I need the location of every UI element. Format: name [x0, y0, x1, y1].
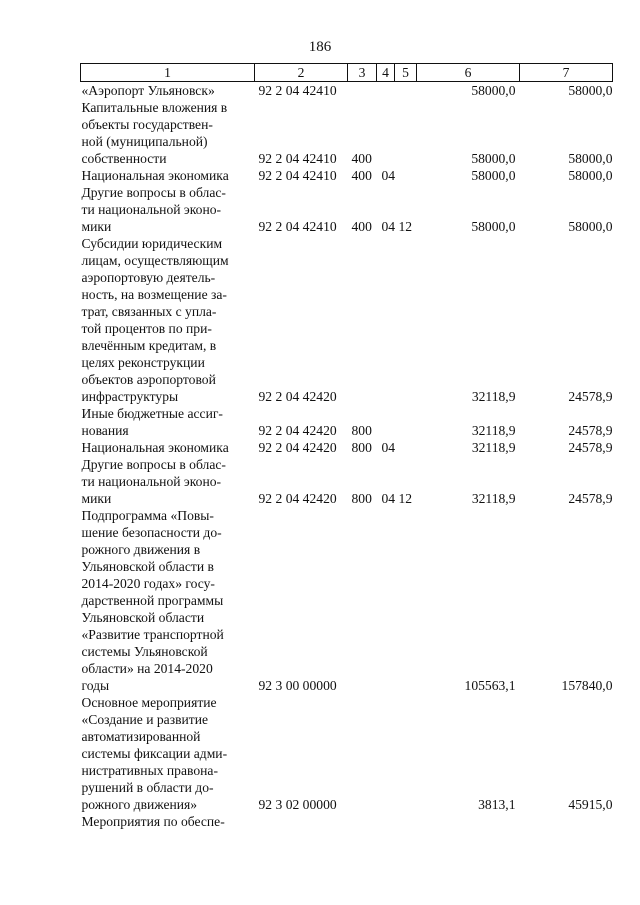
row-name-line: «Создание и развитие	[81, 712, 209, 727]
row-amount-7: 45915,0	[568, 797, 613, 812]
row-name-line: инфраструктуры	[81, 389, 179, 404]
row-name-line: Ульяновской области в	[81, 559, 214, 574]
table-header-row	[81, 64, 613, 82]
row-name-line: дарственной программы	[81, 593, 224, 608]
table-row	[81, 99, 613, 167]
row-section: 04	[381, 440, 396, 455]
row-name-line: целях реконструкции	[81, 355, 205, 370]
table-row	[81, 405, 613, 439]
row-name-line: Другие вопросы в облас-	[81, 185, 226, 200]
table-row	[81, 184, 613, 235]
row-section: 04	[381, 491, 396, 506]
row-code: 92 3 00 00000	[258, 678, 337, 693]
row-section	[377, 694, 395, 813]
row-amount-7: 24578,9	[568, 423, 613, 438]
row-expense-type: 800	[351, 440, 372, 455]
row-code: 92 2 04 42420	[258, 491, 337, 506]
row-name-line: влечённым кредитам, в	[81, 338, 217, 353]
row-section: 04	[381, 219, 396, 234]
table-row	[81, 507, 613, 694]
row-name-line: «Аэропорт Ульяновск»	[81, 83, 215, 98]
row-section	[377, 405, 395, 439]
row-amount-6: 105563,1	[464, 678, 516, 693]
row-name	[81, 82, 255, 100]
budget-table	[80, 63, 613, 830]
row-name-line: ной (муниципальной)	[81, 134, 208, 149]
row-name	[81, 235, 255, 405]
row-amount-6: 32118,9	[471, 440, 516, 455]
row-name-line: «Развитие транспортной	[81, 627, 224, 642]
row-code: 92 2 04 42410	[258, 151, 337, 166]
row-section	[377, 99, 395, 167]
table-row	[81, 456, 613, 507]
row-code: 92 2 04 42420	[258, 440, 337, 455]
row-amount-7: 58000,0	[568, 151, 613, 166]
row-subsection	[395, 82, 417, 100]
row-name-line: области» на 2014-2020	[81, 661, 213, 676]
row-amount-7: 24578,9	[568, 440, 613, 455]
row-name	[81, 184, 255, 235]
row-name-line: объекты государствен-	[81, 117, 213, 132]
row-amount-6: 58000,0	[471, 168, 516, 183]
column-header-3: 3	[348, 64, 377, 82]
row-name-line: Субсидии юридическим	[81, 236, 223, 251]
row-name-line: системы Ульяновской	[81, 644, 208, 659]
row-section: 04	[381, 168, 396, 183]
row-amount-6: 32118,9	[471, 491, 516, 506]
row-name-line: рожного движения в	[81, 542, 201, 557]
row-amount-6: 32118,9	[471, 389, 516, 404]
table-row	[81, 167, 613, 184]
row-amount-6: 3813,1	[478, 797, 516, 812]
row-name-line: ти национальной эконо-	[81, 202, 222, 217]
row-name	[81, 507, 255, 694]
row-amount-6: 58000,0	[471, 83, 516, 98]
row-name-line: Основное мероприятие	[81, 695, 217, 710]
row-subsection	[395, 405, 417, 439]
row-expense-type	[348, 507, 377, 694]
row-expense-type: 400	[351, 219, 372, 234]
row-amount-7: 58000,0	[568, 83, 613, 98]
row-name-line: Мероприятия по обеспе-	[81, 814, 225, 829]
row-expense-type: 800	[351, 423, 372, 438]
column-header-6: 6	[417, 64, 520, 82]
row-expense-type	[348, 82, 377, 100]
row-name-line: шение безопасности до-	[81, 525, 222, 540]
row-subsection	[395, 813, 417, 830]
row-expense-type	[348, 694, 377, 813]
row-code: 92 3 02 00000	[258, 797, 337, 812]
row-name	[81, 99, 255, 167]
column-header-2: 2	[255, 64, 348, 82]
row-subsection: 12	[398, 491, 413, 506]
row-name-line: мики	[81, 491, 112, 506]
row-name-line: собственности	[81, 151, 167, 166]
table-body	[81, 82, 613, 831]
row-code: 92 2 04 42410	[258, 219, 337, 234]
table-row	[81, 813, 613, 830]
row-name-line: Капитальные вложения в	[81, 100, 228, 115]
row-name-line: объектов аэропортовой	[81, 372, 216, 387]
table-row	[81, 439, 613, 456]
row-amount-7: 58000,0	[568, 168, 613, 183]
row-name-line: системы фиксации адми-	[81, 746, 228, 761]
row-name-line: рушений в области до-	[81, 780, 214, 795]
row-section	[377, 82, 395, 100]
column-header-5: 5	[395, 64, 417, 82]
row-code	[255, 813, 348, 830]
row-name	[81, 439, 255, 456]
row-amount-7: 24578,9	[568, 389, 613, 404]
row-name-line: нистративных правона-	[81, 763, 218, 778]
row-expense-type	[348, 235, 377, 405]
row-amount-6	[417, 813, 520, 830]
row-name-line: мики	[81, 219, 112, 234]
row-subsection	[395, 167, 417, 184]
row-section	[377, 235, 395, 405]
row-name	[81, 456, 255, 507]
column-header-7: 7	[520, 64, 613, 82]
row-amount-6: 32118,9	[471, 423, 516, 438]
row-expense-type: 400	[351, 151, 372, 166]
row-name-line: ти национальной эконо-	[81, 474, 222, 489]
row-code: 92 2 04 42410	[258, 168, 337, 183]
row-amount-7: 58000,0	[568, 219, 613, 234]
row-subsection	[395, 99, 417, 167]
row-name-line: лицам, осуществляющим	[81, 253, 229, 268]
column-header-4: 4	[377, 64, 395, 82]
row-name-line: Ульяновской области	[81, 610, 205, 625]
row-code: 92 2 04 42410	[258, 83, 337, 98]
row-name-line: Национальная экономика	[81, 168, 229, 183]
row-name	[81, 813, 255, 830]
row-name-line: автоматизированной	[81, 729, 201, 744]
row-name-line: рожного движения»	[81, 797, 198, 812]
column-header-1: 1	[81, 64, 255, 82]
row-name-line: трат, связанных с упла-	[81, 304, 217, 319]
row-name-line: 2014-2020 годах» госу-	[81, 576, 215, 591]
row-name	[81, 694, 255, 813]
row-code: 92 2 04 42420	[258, 423, 337, 438]
row-amount-7	[520, 813, 613, 830]
row-amount-7: 24578,9	[568, 491, 613, 506]
row-name-line: годы	[81, 678, 110, 693]
row-subsection	[395, 439, 417, 456]
page-number: 186	[308, 39, 332, 55]
table-row	[81, 694, 613, 813]
row-name-line: ность, на возмещение за-	[81, 287, 227, 302]
table-row	[81, 235, 613, 405]
row-subsection	[395, 694, 417, 813]
row-expense-type	[348, 813, 377, 830]
row-name-line: Иные бюджетные ассиг-	[81, 406, 223, 421]
row-expense-type: 400	[351, 168, 372, 183]
row-name-line: аэропортовую деятель-	[81, 270, 216, 285]
row-name-line: Другие вопросы в облас-	[81, 457, 226, 472]
row-section	[377, 507, 395, 694]
row-section	[377, 813, 395, 830]
row-subsection	[395, 507, 417, 694]
row-name	[81, 167, 255, 184]
row-amount-6: 58000,0	[471, 219, 516, 234]
row-name-line: Национальная экономика	[81, 440, 229, 455]
row-name-line: Подпрограмма «Повы-	[81, 508, 214, 523]
row-subsection: 12	[398, 219, 413, 234]
row-name-line: нования	[81, 423, 129, 438]
row-expense-type: 800	[351, 491, 372, 506]
row-code: 92 2 04 42420	[258, 389, 337, 404]
row-name-line: той процентов по при-	[81, 321, 212, 336]
row-amount-7: 157840,0	[561, 678, 613, 693]
row-amount-6: 58000,0	[471, 151, 516, 166]
row-name	[81, 405, 255, 439]
row-subsection	[395, 235, 417, 405]
table-row	[81, 82, 613, 100]
